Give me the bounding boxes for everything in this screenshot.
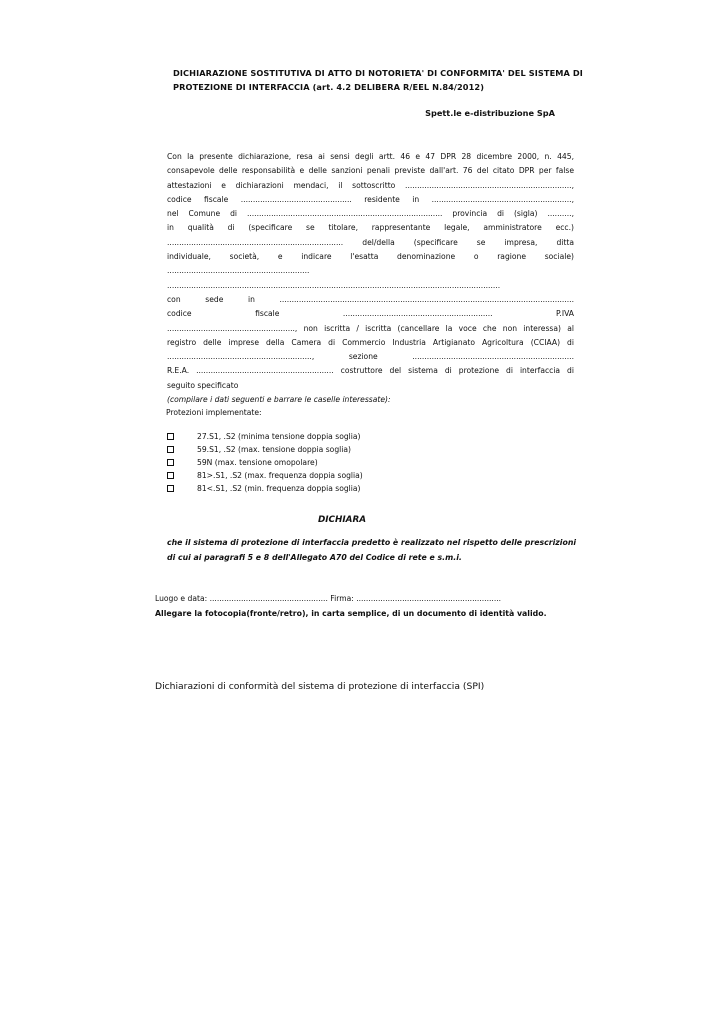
title-line: DICHIARAZIONE SOSTITUTIVA DI ATTO DI NOTORIETA' DI CONFORMITA' DEL SISTEMA DI bbox=[173, 68, 583, 78]
body-line: .......................................................................................................................................... bbox=[167, 280, 501, 290]
body-line: Con la presente dichiarazione, resa ai sensi degli artt. 46 e 47 DPR 28 dicembre 2000, n. 445, bbox=[167, 152, 574, 161]
body-line: ........................................................... bbox=[167, 266, 310, 276]
body-line: seguito specificato bbox=[167, 380, 239, 390]
protections-label: Protezioni implementate: bbox=[166, 408, 262, 417]
body-line: in qualità di (specificare se titolare, rappresentante legale, amministratore ecc.) bbox=[167, 223, 574, 233]
protections-list bbox=[166, 430, 363, 495]
protection-label: 81>.S1, .S2 (max. frequenza doppia soglia) bbox=[197, 471, 363, 480]
body-line: consapevole delle responsabilità e delle sanzioni penali previste dall'art. 76 del citato DPR per false bbox=[167, 166, 574, 176]
statement-line: che il sistema di protezione di interfaccia predetto è realizzato nel rispetto delle prescrizioni bbox=[167, 538, 577, 547]
checkbox[interactable] bbox=[167, 446, 174, 453]
protection-option bbox=[166, 469, 363, 482]
title-line: PROTEZIONE DI INTERFACCIA (art. 4.2 DELIBERA R/EEL N.84/2012) bbox=[173, 82, 485, 92]
place-date-signature-line: Luogo e data: ................................................. Firma: ............................................................ bbox=[155, 594, 502, 603]
body-line: ......................................................................... del/della (specificare se impresa, ditta bbox=[167, 237, 574, 247]
declaration-body bbox=[167, 150, 574, 407]
protection-label: 59N (max. tensione omopolare) bbox=[197, 458, 318, 467]
body-line: ............................................................, sezione ................................................................... bbox=[167, 352, 574, 362]
protection-label: 81<.S1, .S2 (min. frequenza doppia soglia) bbox=[197, 484, 361, 493]
body-line: attestazioni e dichiarazioni mendaci, il sottoscritto ....................................................................., bbox=[167, 180, 574, 190]
protection-option bbox=[166, 443, 363, 456]
checkbox[interactable] bbox=[167, 485, 174, 492]
recipient: Spett.le e-distribuzione SpA bbox=[425, 108, 555, 118]
body-line: R.E.A. ......................................................... costruttore del sistema di protezione di interfaccia di bbox=[167, 366, 574, 376]
checkbox[interactable] bbox=[167, 472, 174, 479]
statement-line: di cui ai paragrafi 5 e 8 dell'Allegato A70 del Codice di rete e s.m.i. bbox=[167, 552, 462, 562]
protection-option bbox=[166, 430, 363, 443]
body-line: ....................................................., non iscritta / iscritta (cancellare la voce che non interessa) al bbox=[167, 323, 574, 333]
document-title bbox=[173, 66, 593, 94]
instructions-line: (compilare i dati seguenti e barrare le caselle interessate): bbox=[167, 395, 391, 405]
document-footer-note: Dichiarazioni di conformità del sistema di protezione di interfaccia (SPI) bbox=[155, 681, 485, 692]
checkbox[interactable] bbox=[167, 433, 174, 440]
checkbox[interactable] bbox=[167, 459, 174, 466]
body-line: registro delle imprese della Camera di Commercio Industria Artigianato Agricoltura (CCIAA) di bbox=[167, 337, 574, 347]
body-line: con sede in .......................................................................................................................... bbox=[167, 294, 574, 304]
attachment-note: Allegare la fotocopia(fronte/retro), in carta semplice, di un documento di identità valido. bbox=[155, 609, 547, 618]
protection-option bbox=[166, 456, 363, 469]
body-line: nel Comune di ................................................................................. provincia di (sigla) .........., bbox=[167, 209, 574, 219]
declares-heading: DICHIARA bbox=[317, 515, 367, 525]
protection-label: 59.S1, .S2 (max. tensione doppia soglia) bbox=[197, 445, 351, 454]
body-line: codice fiscale .............................................................. P.IVA bbox=[167, 309, 574, 319]
body-line: codice fiscale .............................................. residente in .........................................................., bbox=[167, 194, 574, 204]
declaration-statement bbox=[167, 536, 587, 565]
protection-label: 27.S1, .S2 (minima tensione doppia soglia) bbox=[197, 432, 361, 441]
protection-option bbox=[166, 482, 363, 495]
body-line: individuale, società, e indicare l'esatta denominazione o ragione sociale) bbox=[167, 252, 574, 262]
